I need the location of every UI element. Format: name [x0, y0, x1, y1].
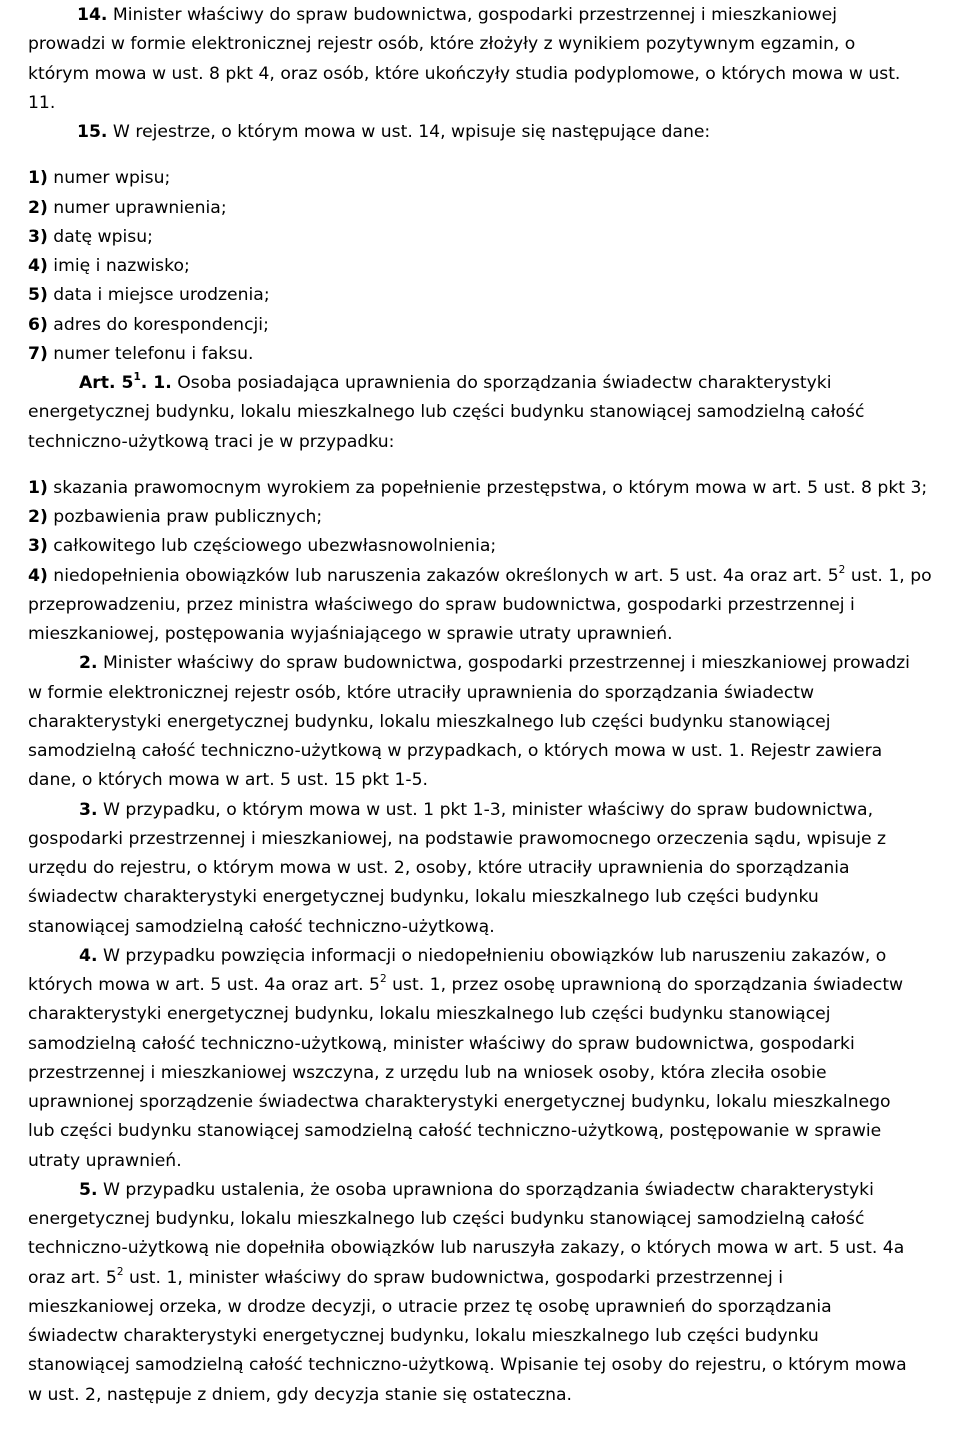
article-line-2: energetycznej budynku, lokalu mieszkalnego lub części budynku stanowiącej samodzielną całość	[28, 402, 865, 423]
list-number: 6)	[28, 314, 48, 335]
list-number: 3)	[28, 536, 48, 557]
list-text: data i miejsce urodzenia;	[53, 285, 270, 306]
paragraph-number: 14.	[77, 5, 108, 25]
paragraph-14-line-3: którym mowa w ust. 8 pkt 4, oraz osób, które ukończyły studia podyplomowe, o których mowa w ust.	[28, 63, 901, 84]
document-page	[28, 0, 960, 1410]
article-heading-line-1	[28, 369, 960, 398]
list-text: całkowitego lub częściowego ubezwłasnowolnienia;	[53, 536, 497, 557]
spacer	[28, 147, 960, 164]
paragraph-14-line-4: 11.	[28, 92, 56, 113]
list-text: numer wpisu;	[53, 168, 171, 189]
list-item	[28, 340, 960, 369]
paragraph-number: 2.	[79, 653, 98, 674]
paragraph-2-line-4: samodzielną całość techniczno-użytkową w przypadkach, o których mowa w ust. 1. Rejestr zawiera	[28, 741, 883, 761]
paragraph-4-line-1	[28, 942, 960, 971]
list-number: 7)	[28, 343, 48, 364]
paragraph-4-line-3: charakterystyki energetycznej budynku, lokalu mieszkalnego lub części budynku stanowiącej	[28, 1004, 831, 1025]
list-item	[28, 252, 960, 281]
paragraph-number: 3.	[79, 799, 98, 820]
list-item	[28, 194, 960, 223]
list-item	[28, 532, 960, 561]
paragraph-2-line-5: dane, o których mowa w art. 5 ust. 15 pkt 1-5.	[28, 770, 429, 791]
article-dot: .	[140, 373, 148, 393]
list-number: 2)	[28, 197, 48, 218]
paragraph-5-line-2: energetycznej budynku, lokalu mieszkalnego lub części budynku stanowiącej samodzielną całość	[28, 1209, 865, 1229]
text: Minister właściwy do spraw budownictwa, gospodarki przestrzennej i mieszkaniowej prowadzi	[102, 653, 910, 674]
paragraph-3-line-2: gospodarki przestrzennej i mieszkaniowej, na podstawie prawomocnego orzeczenia sądu, wpisuje z	[28, 828, 887, 849]
text: W rejestrze, o którym mowa w ust. 14, wpisuje się następujące dane:	[112, 122, 711, 142]
list-number: 4)	[28, 565, 48, 586]
list-item	[28, 503, 960, 532]
paragraph-2-line-1	[28, 649, 960, 678]
text: ust. 1, przez osobę uprawnioną do sporządzania świadectw	[386, 975, 904, 995]
list-number: 2)	[28, 507, 48, 527]
paragraph-14-line-2: prowadzi w formie elektronicznej rejestr osób, które złożyły z wynikiem pozytywnym egzamin, o	[28, 34, 856, 55]
list-number: 3)	[28, 226, 48, 247]
article-label	[79, 373, 172, 393]
paragraph-4-line-5: przestrzennej i mieszkaniowej wszczyna, z urzędu lub na wniosek osoby, która zleciła osobie	[28, 1062, 827, 1083]
ust-number: 1.	[153, 373, 172, 393]
list-text: datę wpisu;	[53, 226, 153, 247]
list-item	[28, 311, 960, 340]
paragraph-5-line-1	[28, 1176, 960, 1205]
list-text: skazania prawomocnym wyrokiem za popełnienie przestępstwa, o którym mowa w art. 5 ust. 8 pkt 3;	[53, 477, 928, 498]
text: W przypadku, o którym mowa w ust. 1 pkt 1-3, minister właściwy do spraw budownictwa,	[102, 799, 874, 820]
list-text: imię i nazwisko;	[53, 256, 190, 276]
paragraph-number: 4.	[79, 945, 98, 966]
paragraph-5-line-5: mieszkaniowej orzeka, w drodze decyzji, o utracie przez tę osobę uprawnień do sporządzania	[28, 1296, 832, 1317]
list-item	[28, 164, 960, 193]
paragraph-4-line-8: utraty uprawnień.	[28, 1150, 182, 1171]
list-number: 4)	[28, 256, 48, 276]
paragraph-15-line-1	[28, 118, 960, 147]
paragraph-3-line-3: urzędu do rejestru, o którym mowa w ust. 2, osoby, które utraciły uprawnienia do sporządzania	[28, 858, 850, 878]
list-text: pozbawienia praw publicznych;	[53, 507, 323, 527]
article-name: Art. 5	[79, 373, 134, 393]
text: ust. 1, minister właściwy do spraw budownictwa, gospodarki przestrzennej i	[123, 1267, 784, 1288]
list-text: niedopełnienia obowiązków lub naruszenia zakazów określonych w art. 5 ust. 4a oraz art. 5	[53, 565, 839, 586]
paragraph-4-line-2	[28, 971, 960, 1000]
paragraph-5-line-3: techniczno-użytkową nie dopełniła obowiązków lub naruszyła zakazy, o których mowa w art. 5 ust. 4a	[28, 1238, 905, 1259]
superscript: 2	[380, 973, 387, 986]
paragraph-3-line-1	[28, 796, 960, 825]
paragraph-2-line-2: w formie elektronicznej rejestr osób, które utraciły uprawnienia do sporządzania świadectw	[28, 682, 815, 703]
text: których mowa w art. 5 ust. 4a oraz art. 5	[28, 975, 380, 995]
list-item	[28, 562, 960, 591]
paragraph-3-line-4: świadectw charakterystyki energetycznej budynku, lokalu mieszkalnego lub części budynku	[28, 887, 819, 908]
paragraph-4-line-6: uprawnionej sporządzenie świadectwa charakterystyki energetycznej budynku, lokalu mieszkalnego	[28, 1092, 891, 1112]
article-superscript: 1	[133, 371, 141, 384]
paragraph-5-line-6: świadectw charakterystyki energetycznej budynku, lokalu mieszkalnego lub części budynku	[28, 1326, 819, 1346]
list-number: 1)	[28, 477, 48, 498]
paragraph-14-line-1	[28, 1, 960, 30]
article-line-3: techniczno-użytkową traci je w przypadku:	[28, 431, 395, 452]
text: oraz art. 5	[28, 1267, 117, 1288]
paragraph-4-line-7: lub części budynku stanowiącej samodzielną całość techniczno-użytkową, postępowanie w sprawie	[28, 1121, 882, 1142]
list-number: 5)	[28, 285, 48, 306]
text: Osoba posiadająca uprawnienia do sporządzania świadectw charakterystyki	[177, 373, 832, 393]
list-item-continuation: przeprowadzeniu, przez ministra właściwego do spraw budownictwa, gospodarki przestrzennej i	[28, 594, 855, 615]
paragraph-number: 15.	[77, 122, 108, 142]
paragraph-5-line-4	[28, 1264, 960, 1293]
paragraph-number: 5.	[79, 1179, 98, 1200]
paragraph-5-line-8: w ust. 2, następuje z dniem, gdy decyzja stanie się ostateczna.	[28, 1384, 572, 1405]
spacer	[28, 457, 960, 474]
list-item	[28, 223, 960, 252]
list-text: numer uprawnienia;	[53, 197, 227, 218]
list-number: 1)	[28, 168, 48, 189]
list-item	[28, 281, 960, 310]
text: W przypadku powzięcia informacji o niedopełnieniu obowiązków lub naruszeniu zakazów, o	[102, 945, 887, 966]
list-text: adres do korespondencji;	[53, 314, 269, 335]
list-text: numer telefonu i faksu.	[53, 343, 254, 364]
text: Minister właściwy do spraw budownictwa, gospodarki przestrzennej i mieszkaniowej	[112, 5, 837, 25]
list-text: ust. 1, po	[845, 565, 932, 586]
paragraph-4-line-4: samodzielną całość techniczno-użytkową, minister właściwy do spraw budownictwa, gospodarki	[28, 1033, 855, 1054]
paragraph-3-line-5: stanowiącej samodzielną całość techniczno-użytkową.	[28, 916, 495, 937]
list-item-continuation: mieszkaniowej, postępowania wyjaśniającego w sprawie utraty uprawnień.	[28, 624, 673, 644]
list-item	[28, 474, 960, 503]
superscript: 2	[838, 563, 846, 576]
superscript: 2	[116, 1265, 124, 1278]
paragraph-5-line-7: stanowiącej samodzielną całość techniczno-użytkową. Wpisanie tej osoby do rejestru, o którym mowa	[28, 1355, 907, 1376]
paragraph-2-line-3: charakterystyki energetycznej budynku, lokalu mieszkalnego lub części budynku stanowiącej	[28, 711, 831, 732]
text: W przypadku ustalenia, że osoba uprawniona do sporządzania świadectw charakterystyki	[102, 1179, 874, 1200]
